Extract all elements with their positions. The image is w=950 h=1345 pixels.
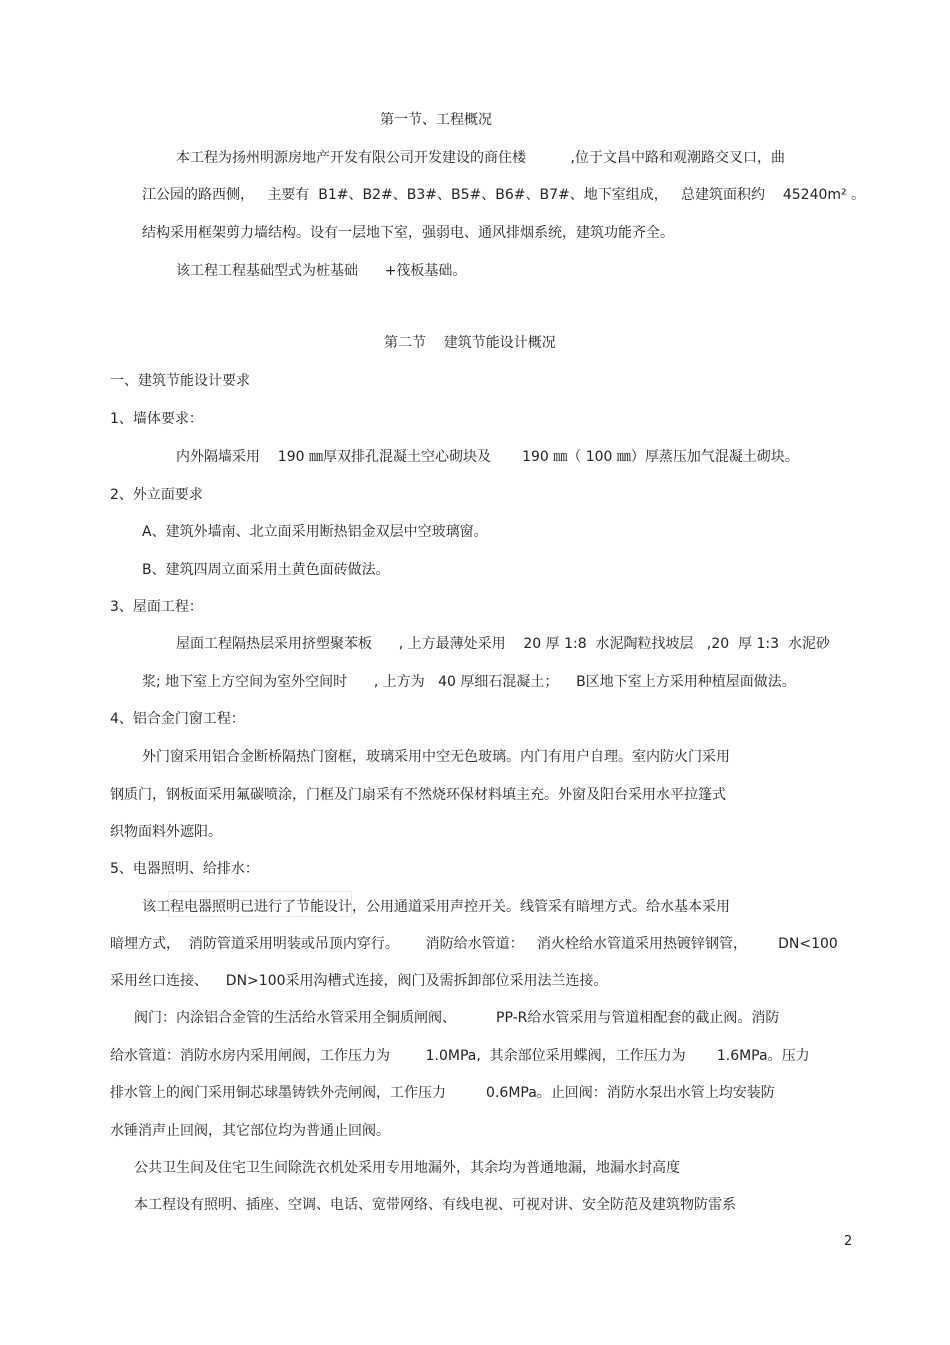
window-line: 外门窗采用铝合金断桥隔热门窗框，玻璃采用中空无色玻璃。内门有用户自理。室内防火门采用 [142,749,730,765]
electric-line: 该工程电器照明已进行了节能设计，公用通道采用声控开关。线管采有暗埋方式。给水基本采用 [142,899,730,915]
section2-title: 第二节 建筑节能设计概况 [384,335,556,351]
window-title: 4、铝合金门窗工程： [110,711,245,727]
facade-item-b: B、建筑四周立面采用土黄色面砖做法。 [142,562,390,578]
facade-title: 2、外立面要求 [110,487,203,503]
roof-line: 浆; 地下室上方空间为室外空间时 , 上方为 40 厚细石混凝土； B区地下室上方采用种植屋面做法。 [142,674,796,690]
paragraph-line: 本工程为扬州明源房地产开发有限公司开发建设的商住楼 ,位于文昌中路和观潮路交叉口，曲 [176,150,785,166]
paragraph-line: 结构采用框架剪力墙结构。设有一层地下室，强弱电、通风排烟系统，建筑功能齐全。 [142,225,674,241]
facade-item-a: A、建筑外墙南、北立面采用断热铝金双层中空玻璃窗。 [142,524,488,540]
page-number: 2 [844,1234,853,1249]
electric-line: 采用丝口连接、 DN>100采用沟槽式连接，阀门及需拆卸部位采用法兰连接。 [110,973,608,989]
wall-text: 内外隔墙采用 190 ㎜厚双排孔混凝土空心砌块及 190 ㎜（ 100 ㎜）厚蒸压加气混凝土砌块。 [176,449,799,465]
window-line: 织物面料外遮阳。 [110,824,222,840]
electric-line: 阀门：内涂铝合金管的生活给水管采用全铜质闸阀、 PP-R给水管采用与管道相配套的截止阀。消防 [134,1010,780,1026]
electric-line: 水锤消声止回阀，其它部位均为普通止回阀。 [110,1123,390,1139]
electric-title: 5、电器照明、给排水： [110,861,259,877]
heading-energy-requirements: 一、建筑节能设计要求 [110,373,250,389]
roof-line: 屋面工程隔热层采用挤塑聚苯板 , 上方最薄处采用 20 厚 1:8 水泥陶粒找坡层 ,20 厚 1:3 水泥砂 [176,636,830,652]
roof-title: 3、屋面工程： [110,599,203,615]
section1-title: 第一节、工程概况 [380,112,492,128]
paragraph-line: 该工程工程基础型式为桩基础 +筏板基础。 [176,263,467,279]
electric-line: 暗埋方式， 消防管道采用明装或吊顶内穿行。 消防给水管道： 消火栓给水管道采用热镀锌钢管， DN<100 [110,936,838,952]
electric-line: 给水管道：消防水房内采用闸阀，工作压力为 1.0MPa, 其余部位采用蝶阀，工作压力为 1.6MPa。压力 [110,1048,810,1064]
electric-line: 公共卫生间及住宅卫生间除洗衣机处采用专用地漏外，其余均为普通地漏，地漏水封高度 [134,1160,680,1176]
electric-line: 本工程设有照明、插座、空调、电话、宽带网络、有线电视、可视对讲、安全防范及建筑物防雷系 [134,1197,736,1213]
electric-line: 排水管上的阀门采用铜芯球墨铸铁外壳闸阀，工作压力 0.6MPa。止回阀：消防水泵出水管上均安装防 [110,1085,775,1101]
window-line: 钢质门，钢板面采用氟碳喷涂，门框及门扇采有不然烧环保材料填主充。外窗及阳台采用水平拉篷式 [110,787,726,803]
wall-title: 1、墙体要求： [110,411,203,427]
paragraph-line: 江公园的路西侧， 主要有 B1#、B2#、B3#、B5#、B6#、B7#、地下室组成， 总建筑面积约 45240m² 。 [142,187,866,203]
